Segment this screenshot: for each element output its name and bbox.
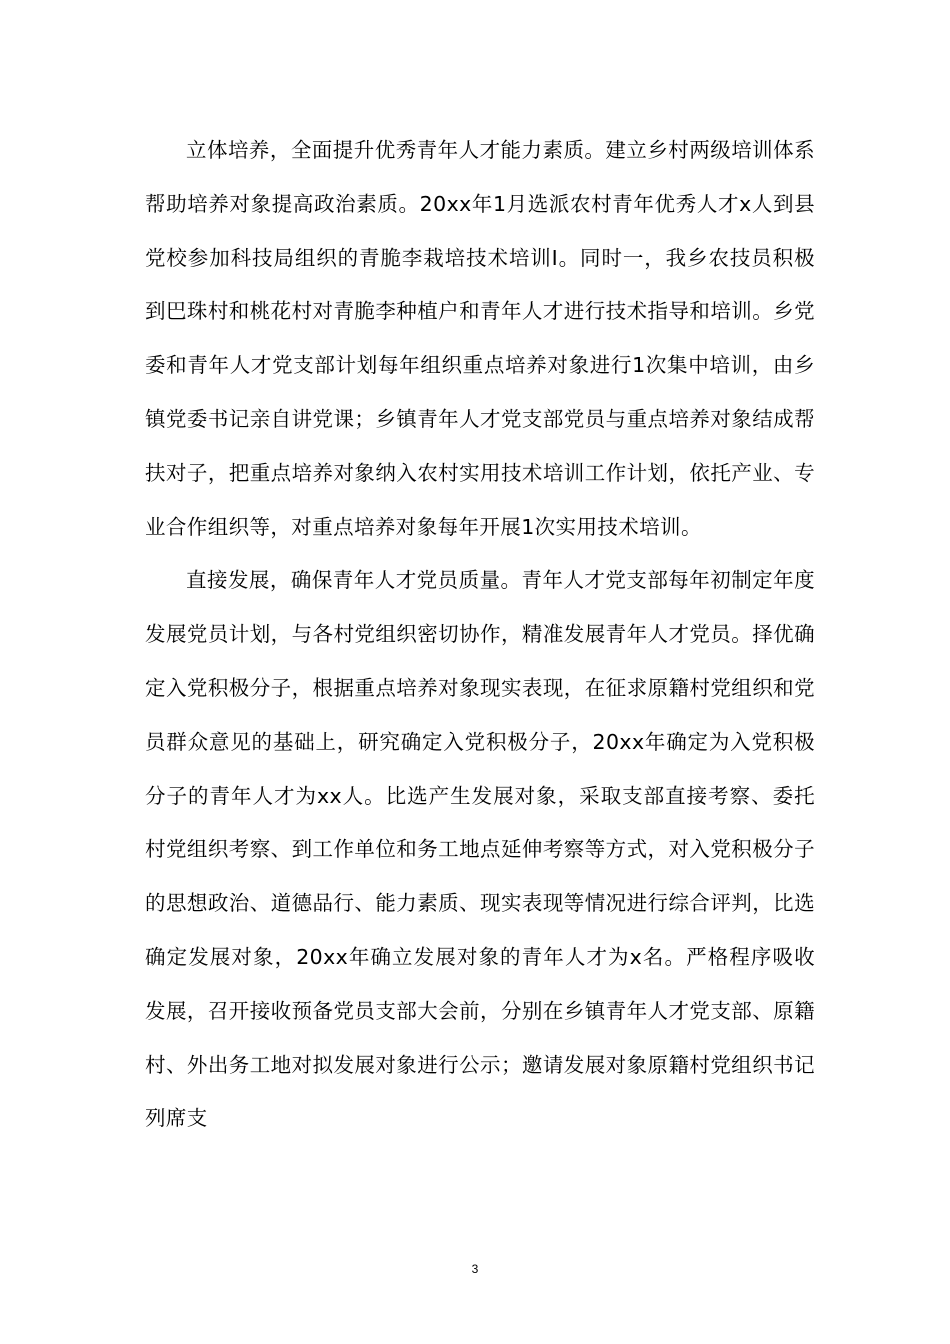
paragraph-training: 立体培养，全面提升优秀青年人才能力素质。建立乡村两级培训体系帮助培养对象提高政治素质。20xx年1月选派农村青年优秀人才x人到县党校参加科技局组织的青脆李栽培技术培训I。同时一，我乡农技员积极到巴珠村和桃花村对青脆李种植户和青年人才进行技术指导和培训。乡党委和青年人才党支部计划每年组织重点培养对象进行1次集中培训，由乡镇党委书记亲自讲党课；乡镇青年人才党支部党员与重点培养对象结成帮扶对子，把重点培养对象纳入农村实用技术培训工作计划，依托产业、专业合作组织等，对重点培养对象每年开展1次实用技术培训。 bbox=[145, 138, 815, 539]
page-number: 3 bbox=[471, 1262, 479, 1276]
paragraph-development: 直接发展，确保青年人才党员质量。青年人才党支部每年初制定年度发展党员计划，与各村党组织密切协作，精准发展青年人才党员。择优确定入党积极分子，根据重点培养对象现实表现，在征求原籍村党组织和党员群众意见的基础上，研究确定入党积极分子，20xx年确定为入党积极分子的青年人才为xx人。比选产生发展对象，采取支部直接考察、委托村党组织考察、到工作单位和务工地点延伸考察等方式，对入党积极分子的思想政治、道德品行、能力素质、现实表现等情况进行综合评判，比选确定发展对象，20xx年确立发展对象的青年人才为x名。严格程序吸收发展，召开接收预备党员支部大会前，分别在乡镇青年人才党支部、原籍村、外出务工地对拟发展对象进行公示；邀请发展对象原籍村党组织书记列席支 bbox=[145, 568, 815, 1131]
document-body bbox=[145, 124, 815, 1146]
